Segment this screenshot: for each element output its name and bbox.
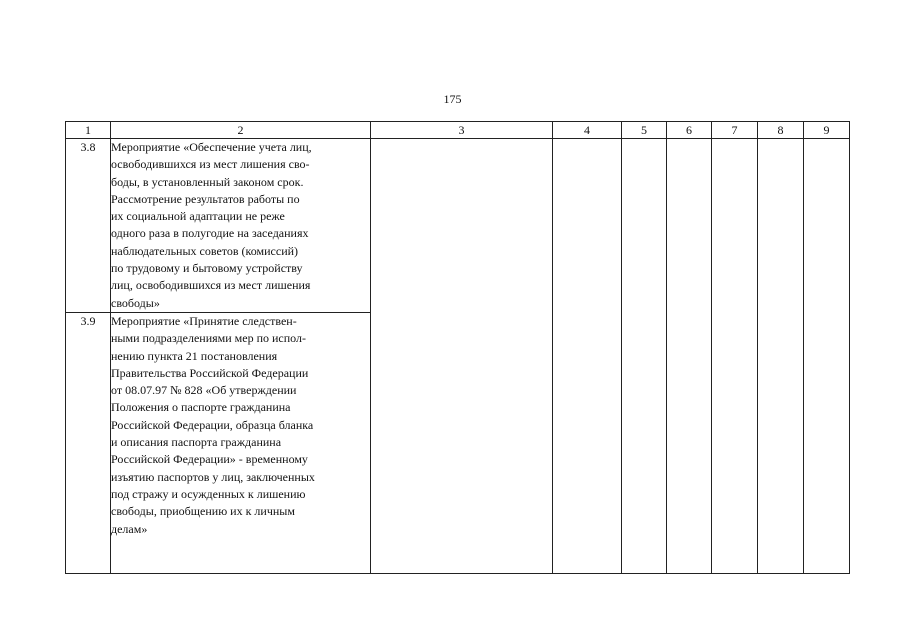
- cell-col-4: [553, 139, 622, 574]
- text-line: их социальной адаптации не реже: [111, 209, 285, 224]
- document-table: [65, 121, 850, 574]
- cell-col-8: [758, 139, 804, 574]
- page-number: 175: [443, 92, 462, 106]
- row-number: 3.8: [66, 139, 111, 313]
- column-header-3: 3: [371, 122, 553, 139]
- text-line: нению пункта 21 постановления: [111, 348, 278, 363]
- text-line: от 08.07.97 № 828 «Об утверждении: [111, 383, 297, 398]
- text-line: Рассмотрение результатов работы по: [111, 191, 300, 206]
- text-line: Правительства Российской Федерации: [111, 365, 309, 380]
- text-line: делам»: [111, 521, 148, 536]
- text-line: Российской Федерации, образца бланка: [111, 417, 314, 432]
- column-header-8: 8: [758, 122, 804, 139]
- text-line: ными подразделениями мер по испол-: [111, 331, 306, 346]
- column-header-1: 1: [66, 122, 111, 139]
- table-row-3-8: [66, 139, 850, 313]
- text-line: Российской Федерации» - временному: [111, 452, 308, 467]
- row-description-text: [111, 139, 370, 312]
- text-line: боды, в установленный законом срок.: [111, 174, 304, 189]
- text-line: изъятию паспортов у лиц, заключенных: [111, 469, 315, 484]
- column-header-4: 4: [553, 122, 622, 139]
- cell-col-7: [712, 139, 758, 574]
- text-line: Положения о паспорте гражданина: [111, 400, 291, 415]
- row-description-text: [111, 313, 370, 538]
- text-line: Мероприятие «Обеспечение учета лиц,: [111, 140, 312, 154]
- row-description: [111, 139, 371, 313]
- text-line: наблюдательных советов (комиссий): [111, 243, 299, 258]
- cell-col-3: [371, 139, 553, 574]
- text-line: освободившихся из мест лишения сво-: [111, 157, 310, 172]
- row-number: 3.9: [66, 312, 111, 573]
- text-line: свободы»: [111, 295, 160, 310]
- cell-col-5: [622, 139, 667, 574]
- column-header-5: 5: [622, 122, 667, 139]
- text-line: под стражу и осужденных к лишению: [111, 486, 306, 501]
- row-description: [111, 312, 371, 573]
- column-header-7: 7: [712, 122, 758, 139]
- text-line: лиц, освободившихся из мест лишения: [111, 278, 311, 293]
- text-line: Мероприятие «Принятие следствен-: [111, 313, 297, 328]
- text-line: и описания паспорта гражданина: [111, 435, 282, 450]
- header-row: [66, 122, 850, 139]
- cell-col-6: [667, 139, 712, 574]
- text-line: свободы, приобщению их к личным: [111, 504, 295, 519]
- text-line: по трудовому и бытовому устройству: [111, 261, 303, 276]
- cell-col-9: [804, 139, 850, 574]
- column-header-9: 9: [804, 122, 850, 139]
- text-line: одного раза в полугодие на заседаниях: [111, 226, 309, 241]
- column-header-6: 6: [667, 122, 712, 139]
- column-header-2: 2: [111, 122, 371, 139]
